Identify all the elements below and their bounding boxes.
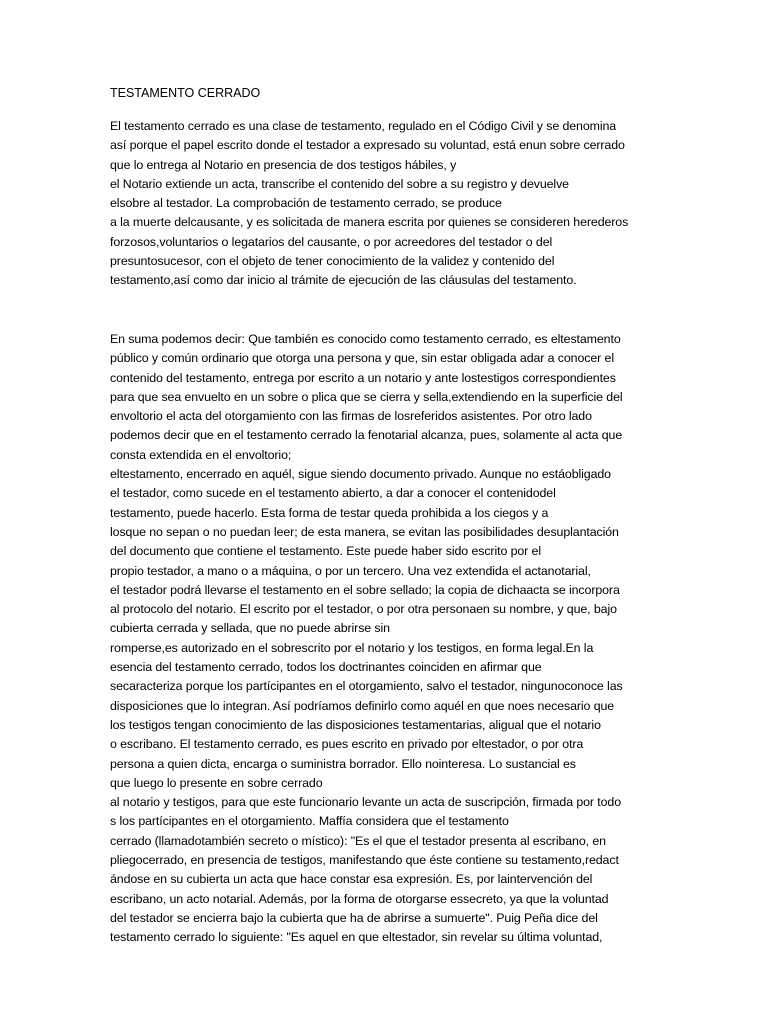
text-line: al notario y testigos, para que este funcionario levante un acta de suscripción, firmada por todo bbox=[110, 795, 622, 810]
text-line: los testigos tengan conocimiento de las disposiciones testamentarias, aligual que el notario bbox=[110, 717, 601, 732]
text-line: podemos decir que en el testamento cerrado la fenotarial alcanza, pues, solamente al acta que bbox=[110, 428, 623, 443]
text-line: así porque el papel escrito donde el testador a expresado su voluntad, está enun sobre cerrado bbox=[110, 138, 625, 153]
text-line: secaracteriza porque los partícipantes en el otorgamiento, salvo el testador, ningunoconoce las bbox=[110, 679, 623, 694]
text-line: esencia del testamento cerrado, todos los doctrinantes coinciden en afirmar que bbox=[110, 660, 542, 675]
text-line: que lo entrega al Notario en presencia de dos testigos hábiles, y bbox=[110, 157, 457, 172]
text-line: envoltorio el acta del otorgamiento con las firmas de losreferidos asistentes. Por otro lado bbox=[110, 409, 592, 424]
text-line: consta extendida en el envoltorio; bbox=[110, 447, 292, 462]
text-line: disposiciones que lo integran. Así podríamos definirlo como aquél en que noes necesario que bbox=[110, 698, 615, 713]
text-line: escribano, un acto notarial. Además, por la forma de otorgarse essecreto, ya que la voluntad bbox=[110, 891, 609, 906]
text-line: presuntosucesor, con el objeto de tener conocimiento de la validez y contenido del bbox=[110, 254, 555, 269]
text-line: al protocolo del notario. El escrito por el testador, o por otra personaen su nombre, y que, bajo bbox=[110, 602, 617, 617]
text-line: propio testador, a mano o a máquina, o por un tercero. Una vez extendida el actanotarial, bbox=[110, 563, 591, 578]
text-line: testamento, puede hacerlo. Esta forma de testar queda prohibida a los ciegos y a bbox=[110, 505, 549, 520]
text-line: persona a quien dicta, encarga o suministra borrador. Ello nointeresa. Lo sustancial es bbox=[110, 756, 576, 771]
text-line: testamento,así como dar inicio al trámite de ejecución de las cláusulas del testamento. bbox=[110, 273, 577, 288]
text-line: o escribano. El testamento cerrado, es pues escrito en privado por eltestador, o por otra bbox=[110, 737, 584, 752]
document-title: TESTAMENTO CERRADO bbox=[110, 86, 261, 100]
text-line: ándose en su cubierta un acta que hace constar esa expresión. Es, por laintervención del bbox=[110, 872, 593, 887]
paragraph-1 bbox=[110, 117, 670, 291]
text-line: En suma podemos decir: Que también es conocido como testamento cerrado, es eltestamento bbox=[110, 332, 621, 346]
text-line: del documento que contiene el testamento. Este puede haber sido escrito por el bbox=[110, 544, 541, 559]
text-line: el testador, como sucede en el testamento abierto, a dar a conocer el contenidodel bbox=[110, 486, 556, 501]
text-line: el Notario extiende un acta, transcribe el contenido del sobre a su registro y devuelve bbox=[110, 176, 569, 191]
text-line: a la muerte delcausante, y es solicitada de manera escrita por quienes se consideren herederos bbox=[110, 215, 629, 230]
text-line: que luego lo presente en sobre cerrado bbox=[110, 775, 323, 790]
text-line: testamento cerrado lo siguiente: "Es aquel en que eltestador, sin revelar su última voluntad, bbox=[110, 930, 603, 945]
text-line: del testador se encierra bajo la cubierta que ha de abrirse a sumuerte". Puig Peña dice del bbox=[110, 910, 598, 925]
text-line: elsobre al testador. La comprobación de testamento cerrado, se produce bbox=[110, 196, 502, 211]
text-line: pliegocerrado, en presencia de testigos, manifestando que éste contiene su testamento,redact bbox=[110, 853, 619, 868]
text-line: público y común ordinario que otorga una persona y que, sin estar obligada adar a conocer el bbox=[110, 351, 614, 366]
text-line: forzosos,voluntarios o legatarios del causante, o por acreedores del testador o del bbox=[110, 234, 553, 249]
text-line: eltestamento, encerrado en aquél, sigue siendo documento privado. Aunque no estáobligado bbox=[110, 467, 611, 482]
text-line: romperse,es autorizado en el sobrescrito por el notario y los testigos, en forma legal.En la bbox=[110, 640, 594, 655]
text-line: cubierta cerrada y sellada, que no puede abrirse sin bbox=[110, 621, 390, 636]
text-line: contenido del testamento, entrega por escrito a un notario y ante lostestigos correspondientes bbox=[110, 370, 616, 385]
text-line: para que sea envuelto en un sobre o plica que se cierra y sella,extendiendo en la superficie del bbox=[110, 389, 623, 404]
text-line: losque no sepan o no puedan leer; de esta manera, se evitan las posibilidades desuplantación bbox=[110, 524, 619, 539]
paragraph-2 bbox=[110, 330, 670, 948]
text-line: el testador podrá llevarse el testamento en el sobre sellado; la copia de dichaacta se incorpora bbox=[110, 582, 620, 597]
text-line: s los partícipantes en el otorgamiento. Maffía considera que el testamento bbox=[110, 814, 509, 829]
text-line: El testamento cerrado es una clase de testamento, regulado en el Código Civil y se denomina bbox=[110, 119, 617, 133]
text-line: cerrado (llamadotambién secreto o místico): "Es el que el testador presenta al escribano, en bbox=[110, 833, 606, 848]
